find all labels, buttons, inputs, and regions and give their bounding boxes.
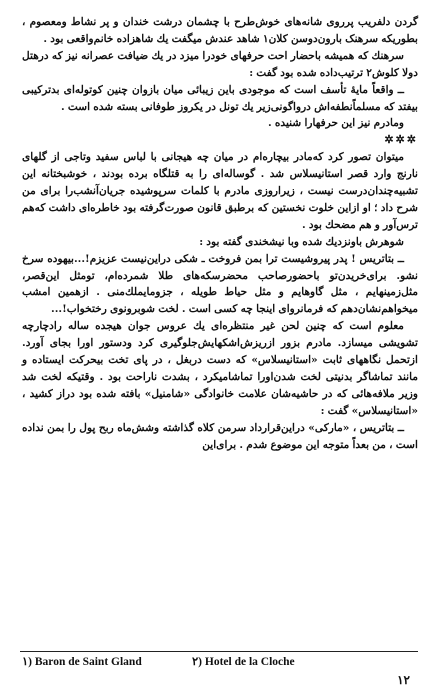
paragraph: میتوان تصور کرد که‌مادر بیچاره‌ام در میان چه هیجانی با لباس سفید وتاجی از گلهای نارنج وارد قصر استانیسلاس شد . گوساله‌ای را به قتلگاه برده بودند ، خوشبختانه این تشبیه‌چندان‌درست نیست ، زیرا‌روزی مادرم با کلمات سرپوشیده جریان‌آنشب‌را برای من شرح داد ؛ او ازاین خلوت نخستین که برطبق قانون صورت‌گرفته بود خاطره‌ای داشت که‌هم ترس‌آور و هم مضحك بود . xyxy=(22,151,418,231)
paragraph: سرهنك که همیشه باحضار احت حرفهای خودرا میزد در یك ضیافت عصرانه نیز که درهتل دولا کلوش۲ ترتیب‌داده شده بود گفت : xyxy=(22,49,418,79)
paragraph: معلوم است که چنین لحن غیر منتظره‌ای یك عروس جوان هیجده ساله را‌دچارچه تشویشی میسازد. مادرم بزور ازریزش‌اشکهایش‌جلوگیری کرد ودستور اورا بجای آورد. ازتحمل نگاههای ثابت «استانیسلاس» که دست دربغل ، در پای تخت بیحرکت ایستاده و مانند تماشاگر بدنیتی لخت شدن‌اورا تماشامیکرد ، بشدت ناراحت بود . وقتیکه لخت شد وزیر ملافه‌هائی که در حاشیه‌شان علامت خانوادگی «شامنیل» بافته شده بود دراز کشید ، «استانیسلاس» گفت : xyxy=(22,320,418,417)
footnotes xyxy=(22,655,418,669)
footnote-divider xyxy=(20,651,418,652)
footnote-2: ۲) Hotel de la Cloche xyxy=(192,656,295,668)
section-ornament: ✲✲✲ xyxy=(384,133,418,147)
footnote-1: ۱) Baron de Saint Gland xyxy=(22,656,142,668)
paragraph: ــ بتاتریس ، «مارکی» دراین‌قرارداد سرمن کلاه گذاشته وشش‌ماه ربح پول را بمن نداده است ، من بعداً متوجه این موضوع شدم . برای‌این xyxy=(22,421,418,451)
paragraph: ــ بتاتریس ! پدر پیروشیست ترا بمن فروخت ـ شکی دراین‌نیست عزیزم!...بیهوده سرخ نشو. برای‌خریدن‌تو باحضور‌صاحب محضرسکه‌های طلا شمرده‌ام، تومثل این‌قصر، مثل‌زمینهایم ، مثل گاوهایم و مثل حیاط طویله ، جزومایملك‌منی . ازهمین امشب میخواهم‌نشان‌دهم که فرمانروای اینجا چه کسی است . لخت شوبرونوی رختخواب!... xyxy=(22,252,418,316)
paragraph: ــ واقعاً مایهٔ تأسف است که موجودی باین زیبائی میان بازوان چنین کوتوله‌ای بدترکیبی بیفتد که مسلماًنطفه‌اش درواگونی‌زیر یك تونل در یکروز طوفانی بسته شده است . xyxy=(22,83,418,113)
paragraph: گردن دلفریب پرروی شانه‌های خوش‌طرح با چشمان درشت خندان و پر نشاط ومعصوم ، بطوریکه سرهنک بارون‌دوسن کلان۱ شاهد عندش میگفت یك شاهزاده خانم‌واقعی بود . xyxy=(22,16,418,45)
paragraph: شوهرش با‌ونزدیك شده وبا نیشخندی گفته بود : xyxy=(199,235,404,248)
page-body-text xyxy=(22,14,418,454)
paragraph: ومادرم نیز این حرفهارا شنیده . xyxy=(268,117,404,130)
page-number: ۱۲ xyxy=(397,673,410,687)
